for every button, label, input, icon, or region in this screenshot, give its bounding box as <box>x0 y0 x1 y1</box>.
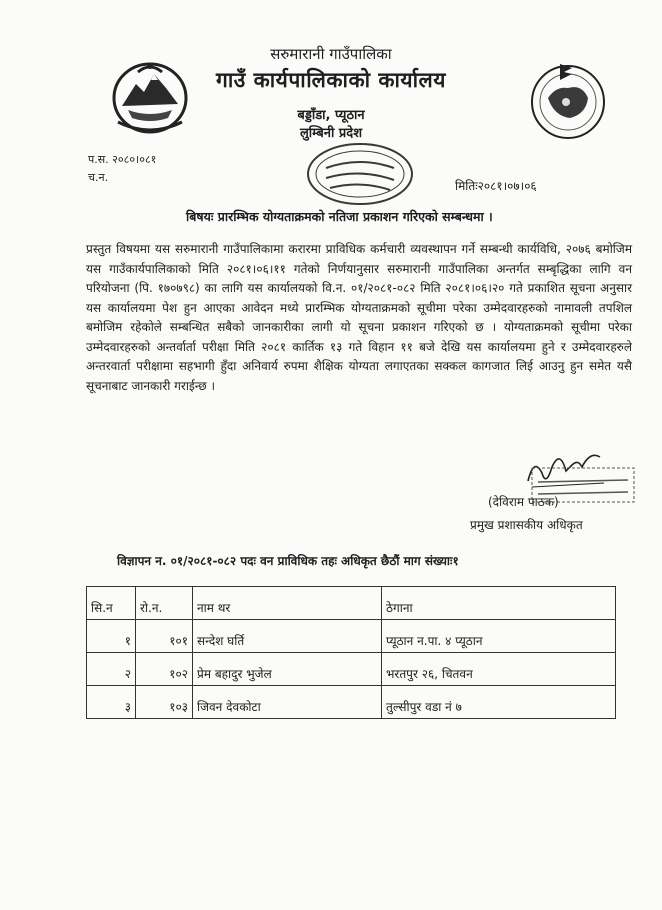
header-address: ठेगाना <box>382 587 616 620</box>
signatory-title: प्रमुख प्रशासकीय अधिकृत <box>470 518 583 532</box>
office-province: लुम्बिनी प्रदेश <box>299 126 363 141</box>
office-address: बड्डाँडा, प्यूठान <box>297 108 365 123</box>
table-row <box>87 653 616 686</box>
cell-serial: २ <box>87 653 136 686</box>
candidate-table <box>86 586 616 719</box>
advertisement-details: विज्ञापन न. ०१/२०८१-०८२ पदः वन प्राविधिक तहः अधिकृत छैठौं माग संख्याः१ <box>117 554 459 568</box>
table-header-row <box>87 587 616 620</box>
header-name: नाम थर <box>193 587 382 620</box>
cell-address: भरतपुर २६, चितवन <box>382 653 616 686</box>
subject-line: बिषयः प्रारम्भिक योग्यताक्रमको नतिजा प्रकाशन गरिएको सम्बन्धमा । <box>186 209 493 224</box>
header-roll: रो.न. <box>136 587 193 620</box>
cell-name: जिवन देवकोटा <box>193 686 382 719</box>
header-serial: सि.न <box>87 587 136 620</box>
cell-serial: ३ <box>87 686 136 719</box>
cell-name: प्रेम बहादुर भुजेल <box>193 653 382 686</box>
office-name-line1: सरुमारानी गाउँपालिका <box>270 45 392 63</box>
signatory-name: (देविराम पाठक) <box>488 495 559 509</box>
cell-serial: १ <box>87 620 136 653</box>
notice-paragraph: प्रस्तुत विषयमा यस सरुमारानी गाउँपालिकामा करारमा प्राविधिक कर्मचारी व्यवस्थापन गर्ने सम्बन्धी कार्यविधि, २०७६ बमोजिम यस गाउँकार्यपालिकाको मिति २०८१।०६।११ गतेको निर्णयानुसार सरुमारानी गाउँपालिका अन्तर्गत सम्बृद्धिका लागि वन परियोजना (पि. १७०७९८) का लागि यस कार्यालयको वि.न. ०१/२०८१-०८२ मिति २०८१।०६।२० गते प्रकाशित सूचना अनुसार यस कार्यालयमा पेश हुन आएका आवेदन मध्ये प्रारम्भिक योग्यताक्रमको सूचीमा परेका उम्मेदवारहरुको नामावली तपशिल बमोजिम रहेकोले सम्बन्धित सबैको जानकारीका लागी यो सूचना प्रकाशन गरिएको छ । योग्यताक्रमको सूचीमा परेका उम्मेदवारहरुको अन्तर्वार्ता परीक्षा मिति २०८१ कार्तिक १३ गते विहान ११ बजे देखि यस कार्यालयमा हुने र उम्मेदवारहरुले अन्तरवार्ता परीक्षामा सहभागी हुँदा अनिवार्य रुपमा शैक्षिक योग्यता लगाएतका सक्कल कागजात लिई आउनु हुन समेत यसै सूचनाबाट जानकारी गराईन्छ । <box>86 242 632 393</box>
table-row <box>87 620 616 653</box>
cell-address: तुल्सीपुर वडा नं ७ <box>382 686 616 719</box>
cell-roll: १०३ <box>136 686 193 719</box>
letter-date: मितिः२०८१।०७।०६ <box>455 179 537 193</box>
cell-roll: १०१ <box>136 620 193 653</box>
notice-body <box>86 240 632 396</box>
cell-address: प्यूठान न.पा. ४ प्यूठान <box>382 620 616 653</box>
table-row <box>87 686 616 719</box>
reference-number: प.स. २०८०।०८१ <box>88 153 157 166</box>
cell-roll: १०२ <box>136 653 193 686</box>
office-stamp-icon <box>300 138 420 208</box>
dispatch-number: च.न. <box>88 171 109 184</box>
office-name-title: गाउँ कार्यपालिकाको कार्यालय <box>216 68 446 92</box>
cell-name: सन्देश घर्ति <box>193 620 382 653</box>
